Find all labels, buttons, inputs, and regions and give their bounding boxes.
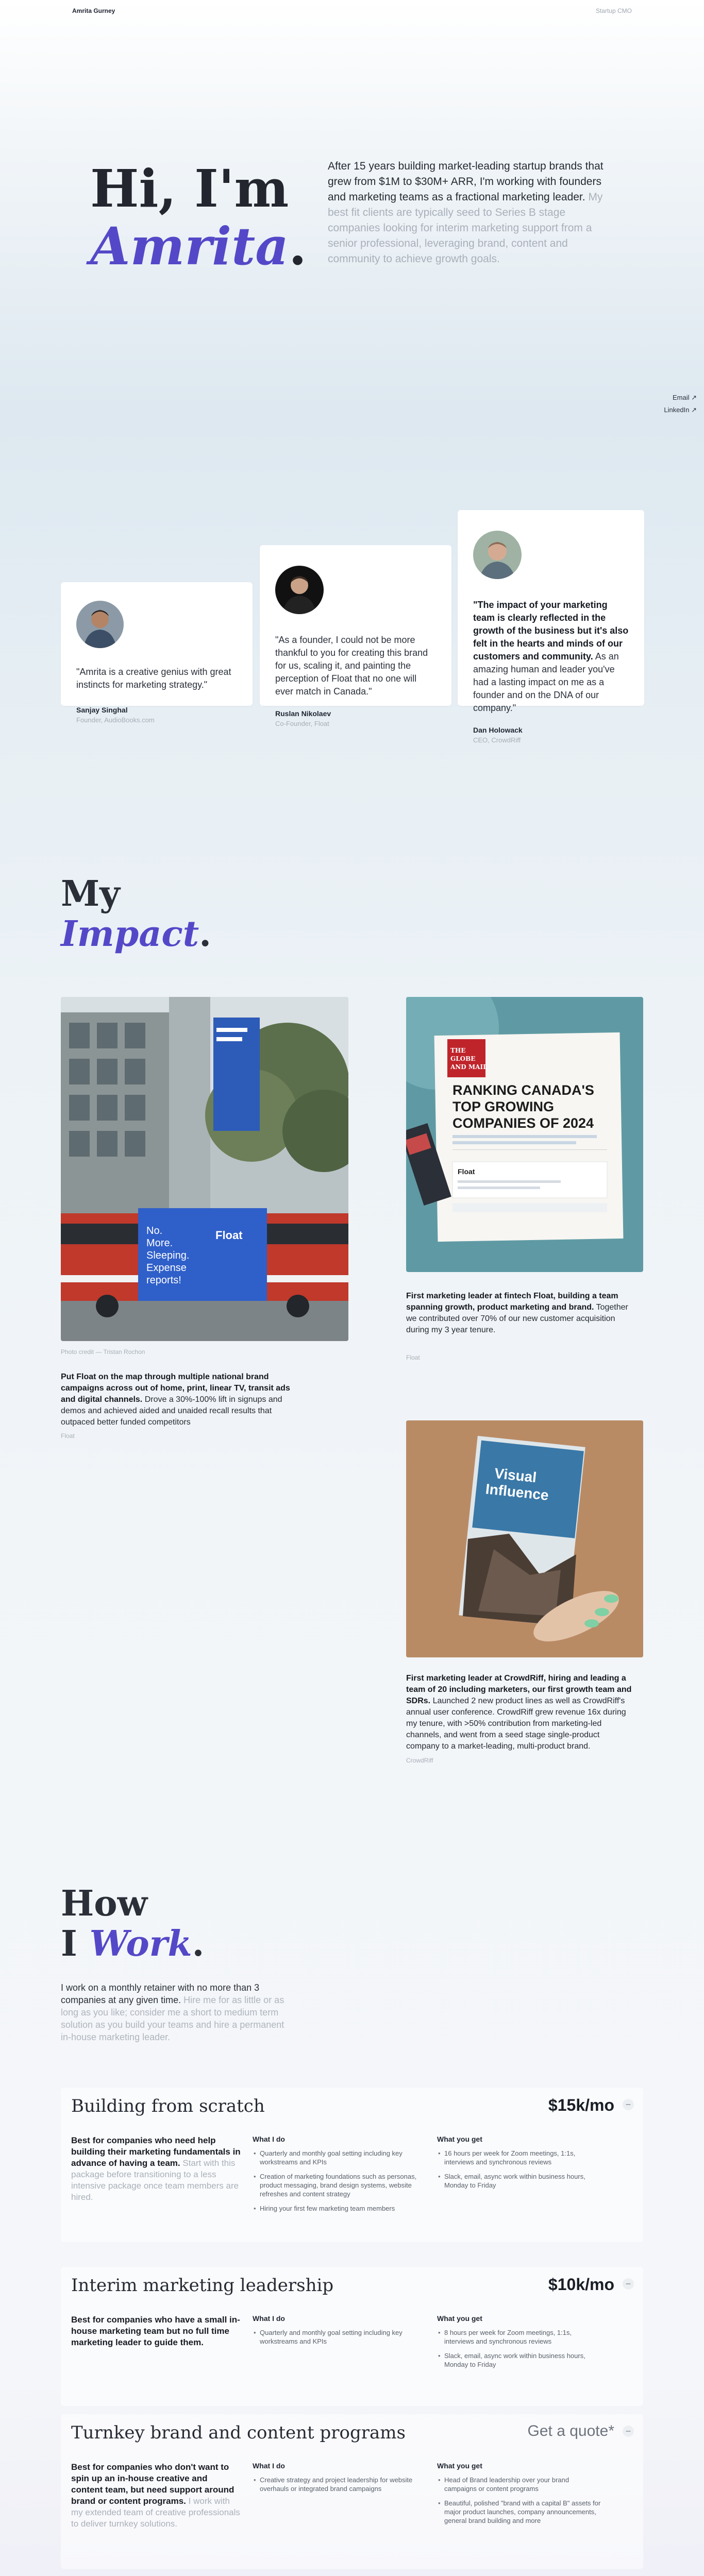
testimonial-quote-strong: "The impact of your marketing team is clearly reflected in the growth of the business but it's also felt in the hearts and minds of our customers and community.: [473, 600, 629, 662]
list-item: • Slack, email, async work within business hours, Monday to Friday: [437, 2351, 602, 2369]
list-item: • Hiring your first few marketing team members: [253, 2204, 428, 2213]
globe-and-mail-photo: [406, 997, 643, 1272]
impact-caption-1-rest: Drove a 30%-100% lift in signups and demos and achieved aided and unaided recall results that outpaced better funded competitors: [61, 1395, 282, 1427]
svg-text:THE: THE: [450, 1047, 466, 1054]
svg-text:Expense: Expense: [146, 1262, 187, 1274]
visual-influence-book-photo: [406, 1420, 643, 1657]
svg-text:More.: More.: [146, 1238, 173, 1249]
plan-price: $10k/mo: [548, 2275, 614, 2294]
impact-tag-2: Float: [406, 1354, 420, 1361]
testimonial-role: CEO, CrowdRiff: [473, 736, 521, 744]
testimonial-quote-rest: As an amazing human and leader you've had a lasting impact on me as a founder and on the DNA of our company.": [473, 651, 619, 713]
get-label: What you get: [437, 2314, 482, 2323]
impact-caption-2-rest: Together we contributed over 70% of our new customer acquisition during my 3 year tenure.: [406, 1303, 628, 1334]
hero-intro-main: After 15 years building market-leading startup brands that grew from $1M to $30M+ ARR, I'm working with founders and marketing teams as a fractional marketing leader.: [328, 160, 604, 203]
work-title-line1: How: [61, 1883, 148, 1924]
testimonial-name: Dan Holowack: [473, 726, 523, 734]
avatar: [76, 601, 124, 648]
street-scene-image: [61, 997, 348, 1341]
plan-description: [71, 2135, 241, 2203]
svg-text:Float: Float: [458, 1167, 475, 1176]
collapse-icon[interactable]: –: [623, 2426, 634, 2437]
plan-description-strong: Best for companies who don't want to spin up an in-house creative and content team, but need support around brand or content programs.: [71, 2462, 234, 2506]
plan-title: Building from scratch: [71, 2096, 265, 2116]
plan-turnkey-brand-and-content[interactable]: [61, 2414, 643, 2569]
photo-credit: Photo credit — Tristan Rochon: [61, 1348, 145, 1355]
svg-text:Float: Float: [215, 1229, 243, 1242]
email-link[interactable]: Email ↗: [672, 394, 697, 401]
plan-title: Turnkey brand and content programs: [71, 2422, 406, 2443]
plan-title: Interim marketing leadership: [71, 2275, 334, 2296]
plan-what-i-do: [253, 2135, 428, 2218]
impact-title-line2: Impact: [61, 913, 199, 955]
float-billboard-photo: [61, 997, 348, 1341]
avatar-photo-icon: [275, 566, 324, 614]
plan-building-from-scratch[interactable]: [61, 2088, 643, 2242]
testimonial-quote: [473, 599, 629, 715]
plan-description: [71, 2462, 241, 2530]
work-title-i: I: [61, 1923, 77, 1964]
testimonial-name: Ruslan Nikolaev: [275, 709, 331, 718]
list-item: • Quarterly and monthly goal setting including key workstreams and KPIs: [253, 2328, 428, 2346]
list-item: • 8 hours per week for Zoom meetings, 1:1s, interviews and synchronous reviews: [437, 2328, 602, 2346]
plan-price: $15k/mo: [548, 2096, 614, 2114]
plan-what-i-do: [253, 2314, 428, 2351]
impact-caption-2-strong: First marketing leader at fintech Float, building a team spanning growth, product marketing and brand.: [406, 1292, 618, 1312]
impact-caption-3-rest: Launched 2 new product lines as well as CrowdRiff's annual user conference. CrowdRiff grew revenue 16x during my tenure, with >50% contribution from marketing-led channels, and went from a seed stage single-product company to a market-leading, multi-product brand.: [406, 1697, 626, 1751]
list-item: • Slack, email, async work within business hours, Monday to Friday: [437, 2172, 602, 2190]
impact-caption-2: [406, 1291, 633, 1336]
svg-text:RANKING CANADA'S: RANKING CANADA'S: [452, 1082, 594, 1098]
plan-description-strong: Best for companies who have a small in-house marketing team but no full time marketing leader to guide them.: [71, 2315, 240, 2347]
plan-what-you-get: [437, 2314, 602, 2375]
collapse-icon[interactable]: –: [623, 2278, 634, 2290]
testimonial-card-1: [61, 582, 253, 724]
book-image: [406, 1420, 643, 1657]
plan-what-you-get: [437, 2462, 602, 2531]
impact-title: [61, 874, 211, 954]
plan-description: [71, 2314, 241, 2348]
list-item: • 16 hours per week for Zoom meetings, 1:1s, interviews and synchronous reviews: [437, 2149, 602, 2166]
svg-text:reports!: reports!: [146, 1275, 181, 1286]
what-label: What I do: [253, 2135, 285, 2143]
plan-description-muted: I work with my extended team of creative professionals to deliver turnkey solutions.: [71, 2496, 240, 2529]
testimonial-name: Sanjay Singhal: [76, 706, 128, 714]
testimonial-quote: "As a founder, I could not be more thankful to you for creating this brand for us, scaling it, and painting the perception of Float that no one will ever match in Canada.": [275, 635, 428, 697]
list-item: • Creation of marketing foundations such as personas, product messaging, brand design systems, website refreshes and content strategy: [253, 2172, 428, 2198]
testimonial-role: Co-Founder, Float: [275, 720, 329, 727]
testimonial-card-2: [260, 545, 451, 727]
plan-what-you-get: [437, 2135, 602, 2195]
list-item: • Creative strategy and project leadership for website overhauls or integrated brand campaigns: [253, 2476, 428, 2493]
avatar: [473, 531, 522, 579]
impact-tag-1: Float: [61, 1432, 75, 1439]
testimonial-card-3: [458, 510, 644, 744]
status-label: Startup CMO: [595, 7, 632, 14]
svg-text:GLOBE: GLOBE: [450, 1055, 476, 1062]
impact-caption-1: [61, 1371, 295, 1428]
site-name[interactable]: Amrita Gurney: [72, 7, 115, 14]
plan-description-strong: Best for companies who need help building their marketing fundamentals in advance of having a team.: [71, 2136, 241, 2168]
plan-what-i-do: [253, 2462, 428, 2499]
top-bar: [72, 7, 632, 18]
svg-text:Influence: Influence: [484, 1481, 550, 1503]
hero-intro-muted: My best fit clients are typically seed to Series B stage companies looking for interim marketing support from a senior professional, leveraging brand, content and community to achieve growth goals.: [328, 191, 603, 265]
work-intro-main: I work on a monthly retainer with no more than 3 companies at any given time.: [61, 1982, 260, 2005]
newspaper-image: [406, 997, 643, 1272]
work-intro: [61, 1981, 293, 2043]
collapse-icon[interactable]: –: [623, 2099, 634, 2110]
linkedin-link[interactable]: LinkedIn ↗: [664, 406, 697, 414]
get-label: What you get: [437, 2135, 482, 2143]
ad-text: No.: [146, 1225, 163, 1236]
avatar-photo-icon: [473, 531, 522, 579]
what-label: What I do: [253, 2462, 285, 2470]
impact-caption-1-strong: Put Float on the map through multiple national brand campaigns across out of home, print, linear TV, transit ads and digital channels.: [61, 1372, 290, 1404]
plan-interim-marketing-leadership[interactable]: [61, 2267, 643, 2406]
impact-caption-3-strong: First marketing leader at CrowdRiff, hiring and leading a team of 20 including marketers, our first growth team and SDRs.: [406, 1674, 632, 1705]
svg-text:TOP GROWING: TOP GROWING: [452, 1099, 555, 1114]
side-links: [664, 392, 697, 416]
list-item: • Beautiful, polished "brand with a capital B" assets for major product launches, company announcements, general brand building and more: [437, 2499, 602, 2525]
hero-title-line1: Hi, I'm: [90, 158, 289, 219]
hero-title-name: Amrita: [90, 216, 289, 277]
get-label: What you get: [437, 2462, 482, 2470]
svg-text:AND MAIL: AND MAIL: [450, 1063, 488, 1071]
svg-text:Visual: Visual: [493, 1465, 538, 1486]
work-intro-muted: Hire me for as little or as long as you like; consider me a short to medium term solution as you build your teams and hire a permanent in-house marketing leader.: [61, 1995, 284, 2042]
plan-price: Get a quote*: [527, 2422, 614, 2439]
plan-description-muted: Start with this package before transitioning to a less intensive package once team members are hired.: [71, 2158, 239, 2202]
work-title: [61, 1884, 204, 1964]
testimonial-quote: "Amrita is a creative genius with great instincts for marketing strategy.": [76, 667, 231, 690]
list-item: • Head of Brand leadership over your brand campaigns or content programs: [437, 2476, 602, 2493]
work-title-work: Work: [89, 1923, 192, 1964]
hero-intro: [328, 159, 606, 267]
what-label: What I do: [253, 2314, 285, 2323]
avatar: [275, 566, 324, 614]
impact-title-dot: .: [199, 913, 211, 955]
avatar-photo-icon: [76, 601, 124, 648]
svg-text:Sleeping.: Sleeping.: [146, 1250, 190, 1261]
impact-title-line1: My: [61, 873, 120, 914]
list-item: • Quarterly and monthly goal setting including key workstreams and KPIs: [253, 2149, 428, 2166]
impact-tag-3: CrowdRiff: [406, 1757, 433, 1764]
impact-caption-3: [406, 1673, 633, 1752]
hero-title: [90, 160, 307, 275]
svg-text:COMPANIES OF 2024: COMPANIES OF 2024: [452, 1115, 594, 1131]
hero-title-dot: .: [289, 216, 307, 277]
testimonial-role: Founder, AudioBooks.com: [76, 716, 155, 724]
work-title-dot: .: [192, 1923, 205, 1964]
